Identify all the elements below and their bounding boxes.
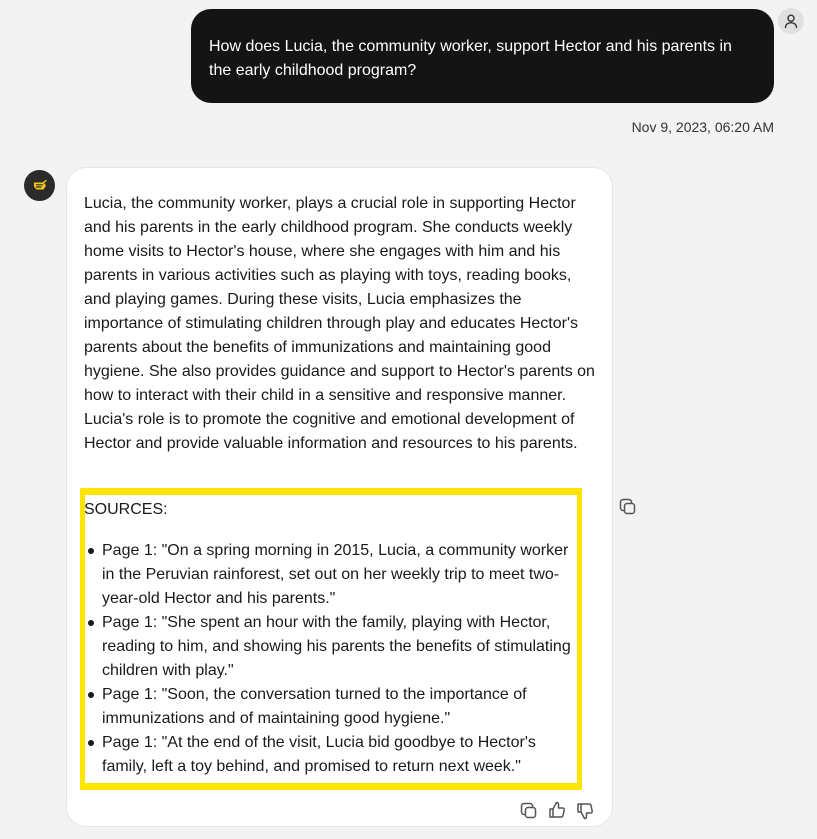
thumbs-up-button[interactable] — [546, 799, 568, 821]
bot-avatar — [24, 170, 55, 201]
copy-button[interactable] — [518, 800, 540, 822]
thumbs-down-icon — [575, 801, 595, 821]
copy-icon — [618, 497, 638, 517]
bot-logo-icon — [30, 176, 50, 196]
source-item: Page 1: "At the end of the visit, Lucia bid goodbye to Hector's family, left a toy behind, and promised to return next week." — [84, 731, 584, 779]
user-icon — [783, 13, 799, 29]
message-timestamp: Nov 9, 2023, 06:20 AM — [631, 119, 774, 135]
user-message-text: How does Lucia, the community worker, support Hector and his parents in the early childhood program? — [209, 38, 732, 79]
thumbs-down-button[interactable] — [574, 800, 596, 822]
copy-message-button[interactable] — [617, 496, 639, 518]
bot-answer-text: Lucia, the community worker, plays a crucial role in supporting Hector and his parents in the early childhood program. She conducts weekly home visits to Hector's house, where she engages with him and his parents in various activities such as playing with toys, reading books, and playing games. During these visits, Lucia emphasizes the importance of stimulating children through play and educates Hector's parents about the benefits of immunizations and maintaining good hygiene. She also provides guidance and support to Hector's parents on how to interact with their child in a sensitive and responsive manner. Lucia's role is to promote the cognitive and emotional development of Hector and provide valuable information and resources to his parents. — [84, 195, 595, 452]
user-message-bubble — [191, 9, 774, 103]
source-item: Page 1: "She spent an hour with the family, playing with Hector, reading to him, and showing his parents the benefits of stimulating children with play." — [84, 611, 584, 683]
source-item: Page 1: "Soon, the conversation turned to the importance of immunizations and of maintaining good hygiene." — [84, 683, 584, 731]
source-item: Page 1: "On a spring morning in 2015, Lucia, a community worker in the Peruvian rainforest, set out on her weekly trip to meet two-year-old Hector and his parents." — [84, 539, 584, 611]
sources-title: SOURCES: — [84, 501, 168, 518]
user-avatar — [778, 8, 804, 34]
sources-list — [84, 539, 584, 779]
thumbs-up-icon — [547, 800, 567, 820]
copy-icon — [519, 801, 539, 821]
